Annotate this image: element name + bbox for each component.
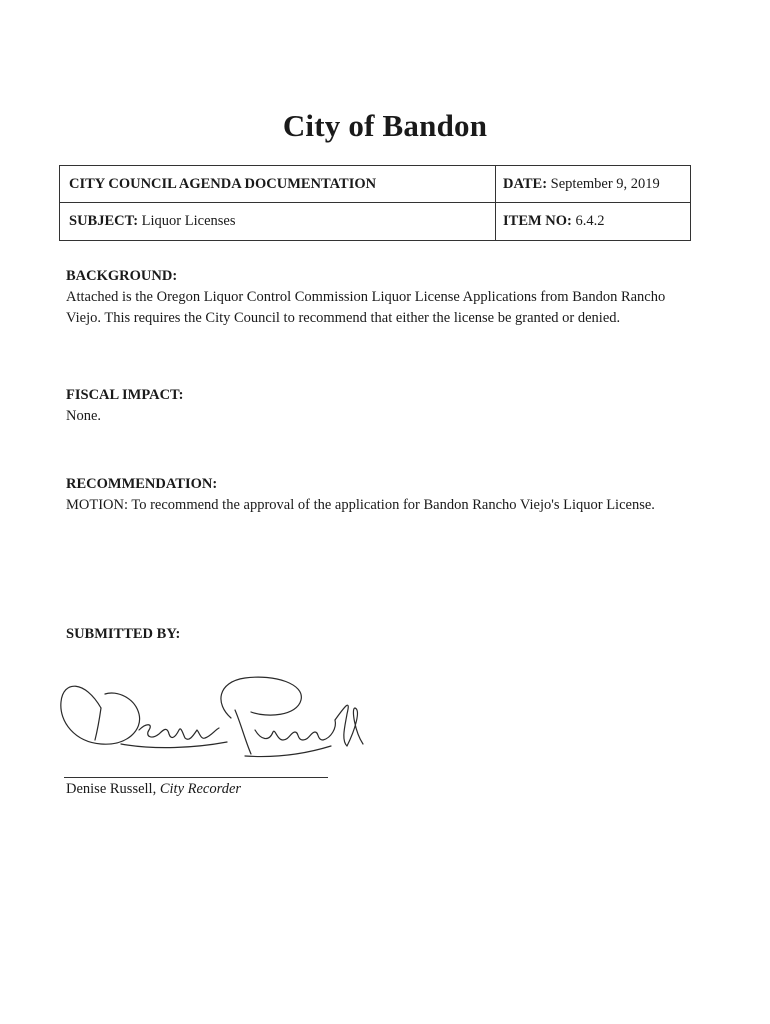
date-value: September 9, 2019 <box>550 176 660 192</box>
background-text: Attached is the Oregon Liquor Control Commission Liquor License Applications from Bandon Rancho Viejo. This requires the City Council to recommend that either the license be granted or denied. <box>66 289 666 326</box>
recommendation-text: MOTION: To recommend the approval of the application for Bandon Rancho Viejo's Liquor License. <box>66 497 655 513</box>
page-title: City of Bandon <box>282 108 488 143</box>
background-heading: BACKGROUND: <box>66 268 178 284</box>
fiscal-impact-heading: FISCAL IMPACT: <box>66 387 184 403</box>
background-section <box>66 266 686 329</box>
item-label: ITEM NO: <box>503 213 572 229</box>
subject-label: SUBJECT: <box>69 213 139 229</box>
signer-title: City Recorder <box>159 781 242 797</box>
item-no-cell <box>503 212 605 230</box>
doc-type-cell <box>69 175 376 193</box>
recommendation-heading: RECOMMENDATION: <box>66 476 218 492</box>
submitted-by-section <box>66 624 686 645</box>
signature <box>55 660 375 775</box>
fiscal-impact-section <box>66 385 686 427</box>
signature-line <box>64 777 328 778</box>
table-divider-horizontal <box>60 202 690 203</box>
recommendation-section <box>66 474 686 516</box>
date-label: DATE: <box>503 176 548 192</box>
item-value: 6.4.2 <box>575 213 605 229</box>
submitted-by-heading: SUBMITTED BY: <box>66 626 181 642</box>
signer-block <box>66 781 241 798</box>
subject-cell <box>69 212 235 230</box>
fiscal-impact-text: None. <box>66 408 102 424</box>
signer-name: Denise Russell, <box>66 781 157 797</box>
doc-type: CITY COUNCIL AGENDA DOCUMENTATION <box>69 176 377 192</box>
agenda-header-table <box>59 165 691 241</box>
table-divider-vertical <box>495 166 496 240</box>
subject-value: Liquor Licenses <box>141 213 236 229</box>
date-cell <box>503 175 660 193</box>
signature-drawing <box>55 660 375 775</box>
